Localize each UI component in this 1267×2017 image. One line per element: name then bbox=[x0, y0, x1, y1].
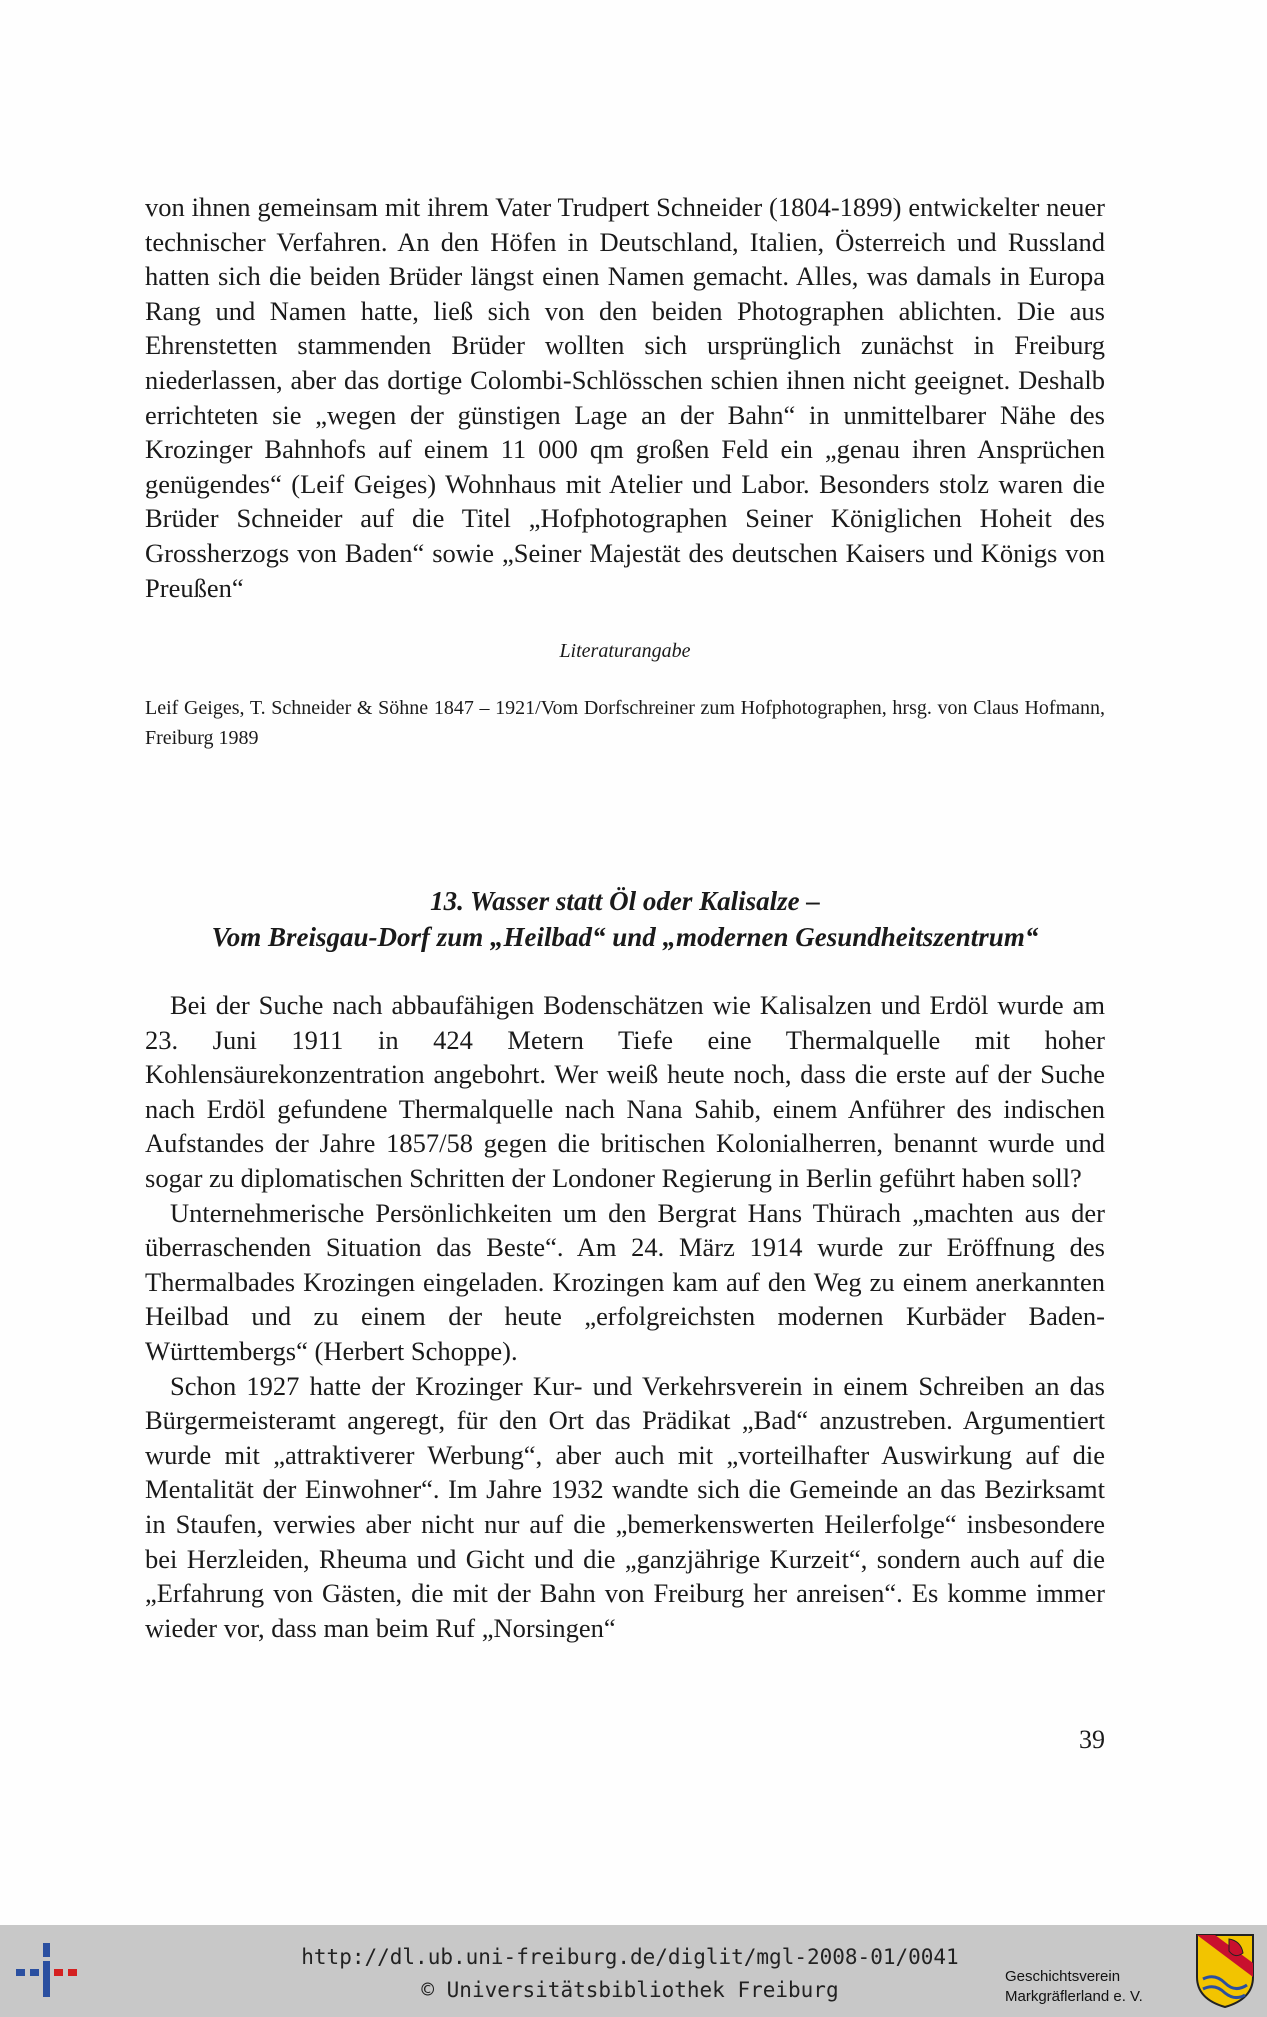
page-number: 39 bbox=[1079, 1725, 1105, 1754]
society-name-line-1: Geschichtsverein bbox=[1005, 1968, 1121, 1985]
section-paragraph-1: Bei der Suche nach abbaufähigen Bodenschätzen wie Kalisalzen und Erdöl wurde am 23. Juni 1911 in 424 Metern Tiefe eine Thermalquelle mit hoher Kohlensäurekonzentration angebohrt. Wer weiß heute noch, dass die erste auf der Suche nach Erdöl gefundene Thermalquelle nach Nana Sahib, einem Anführer des indischen Aufstandes der Jahre 1857/58 gegen die britischen Kolonialherren, benannt wurde und sogar zu diplomatischen Schritten der Londoner Regierung in Berlin geführt haben soll? bbox=[145, 990, 1105, 1193]
literature-reference: Leif Geiges, T. Schneider & Söhne 1847 – 1921/Vom Dorfschreiner zum Hofphotographen, hrsg. von Claus Hofmann, Freiburg 1989 bbox=[145, 697, 1105, 749]
section-paragraph-2: Unternehmerische Persönlichkeiten um den Bergrat Hans Thürach „machten aus der überraschenden Situation das Beste“. Am 24. März 1914 wurde zur Eröffnung des Thermalbades Krozingen eingeladen. Krozingen kam auf den Weg zu einem anerkannten Heilbad und zu einem der heute „erfolgreichsten modernen Kurbäder Baden-Württembergs“ (Herbert Schoppe). bbox=[145, 1197, 1105, 1366]
library-logo-icon bbox=[12, 1935, 82, 2005]
society-name bbox=[1005, 1967, 1205, 2007]
society-name-line-2: Markgräflerland e. V. bbox=[1005, 1988, 1143, 2005]
intro-paragraph-block bbox=[145, 190, 1105, 605]
section-title bbox=[145, 883, 1105, 955]
section-title-line-2: Vom Breisgau-Dorf zum „Heilbad“ und „modernen Gesundheitszentrum“ bbox=[211, 922, 1039, 952]
literature-heading: Literaturangabe bbox=[559, 640, 691, 662]
intro-paragraph: von ihnen gemeinsam mit ihrem Vater Trudpert Schneider (1804-1899) entwickelter neuer technischer Verfahren. An den Höfen in Deutschland, Italien, Österreich und Russland hatten sich die beiden Brüder längst einen Namen gemacht. Alles, was damals in Europa Rang und Namen hatte, ließ sich von den beiden Photographen ablichten. Die aus Ehrenstetten stammenden Brüder wollten sich ursprünglich zunächst in Freiburg niederlassen, aber das dortige Colombi-Schlösschen schien ihnen nicht geeignet. Deshalb errichteten sie „wegen der günstigen Lage an der Bahn“ in unmittelbarer Nähe des Krozinger Bahnhofs auf einem 11 000 qm großen Feld ein „genau ihren Ansprüchen genügendes“ (Leif Geiges) Wohnhaus mit Atelier und Labor. Besonders stolz waren die Brüder Schneider auf die Titel „Hofphotographen Seiner Königlichen Hoheit des Grossherzogs von Baden“ sowie „Seiner Majestät des deutschen Kaisers und Königs von Preußen“ bbox=[145, 192, 1105, 603]
section-body bbox=[145, 988, 1105, 1645]
footer-url-link[interactable]: http://dl.ub.uni-freiburg.de/diglit/mgl-2008-01/0041 bbox=[301, 1945, 959, 1969]
footer-copyright: © Universitätsbibliothek Freiburg bbox=[421, 1978, 839, 2002]
society-crest-icon bbox=[1195, 1933, 1255, 2009]
section-title-line-1: 13. Wasser statt Öl oder Kalisalze – bbox=[430, 886, 820, 916]
section-paragraph-3: Schon 1927 hatte der Krozinger Kur- und Verkehrsverein in einem Schreiben an das Bürgermeisteramt angeregt, für den Ort das Prädikat „Bad“ anzustreben. Argumentiert wurde mit „attraktiverer Werbung“, aber auch mit „vorteilhafter Auswirkung auf die Mentalität der Einwohner“. Im Jahre 1932 wandte sich die Gemeinde an das Bezirksamt in Staufen, verwies aber nicht nur auf die „bemerkenswerten Heilerfolge“ insbesondere bei Herzleiden, Rheuma und Gicht und die „ganzjährige Kurzeit“, sondern auch auf die „Erfahrung von Gästen, die mit der Bahn von Freiburg her anreisen“. Es komme immer wieder vor, dass man beim Ruf „Norsingen“ bbox=[145, 1370, 1105, 1643]
